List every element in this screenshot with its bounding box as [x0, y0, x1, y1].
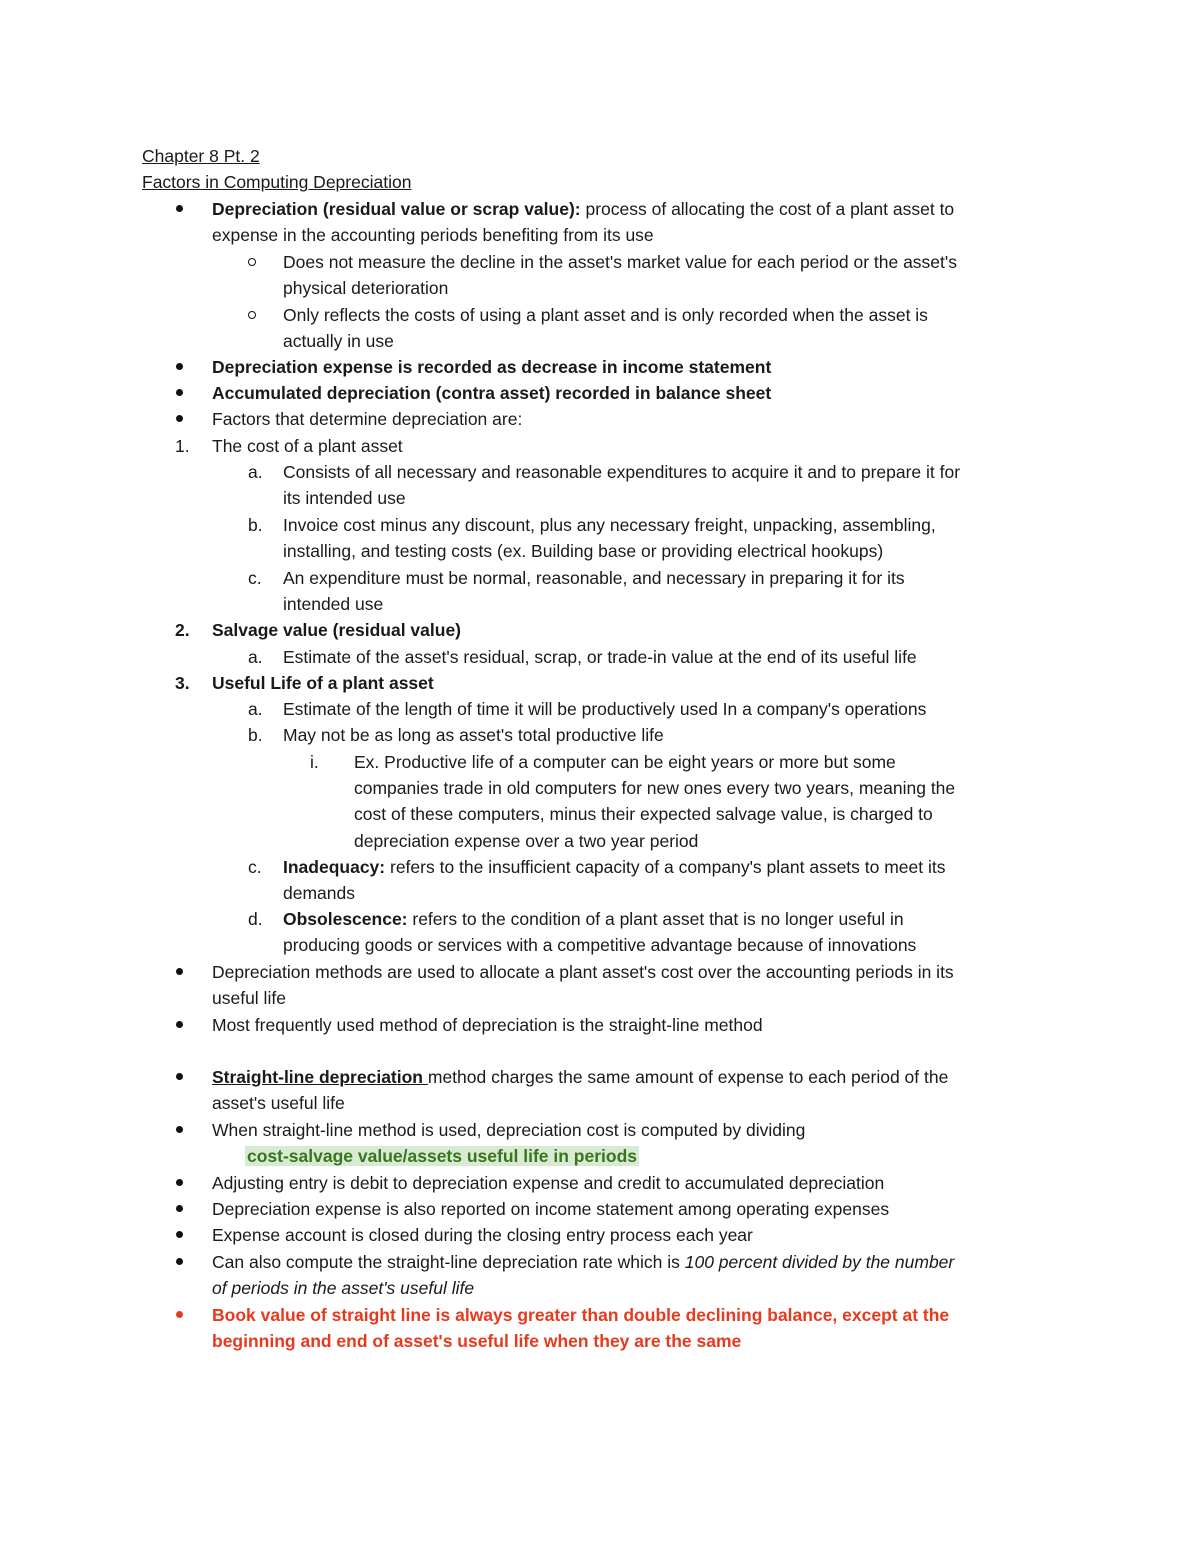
list-item: Expense account is closed during the closing entry process each year — [212, 1225, 753, 1245]
roman-item: Ex. Productive life of a computer can be eight years or more but some — [354, 752, 896, 772]
list-item: Factors that determine depreciation are: — [212, 409, 523, 429]
list-item: Depreciation expense is recorded as decrease in income statement — [212, 357, 772, 377]
bullet-icon — [176, 1205, 183, 1212]
list-letter: b. — [248, 515, 263, 535]
page-title: Chapter 8 Pt. 2 — [142, 146, 260, 166]
list-letter: c. — [248, 568, 262, 588]
sub-list-item-continuation: actually in use — [283, 331, 394, 351]
lettered-item: An expenditure must be normal, reasonable, and necessary in preparing it for its — [283, 568, 905, 588]
bullet-icon — [176, 1258, 183, 1265]
sub-list-item-continuation: physical deterioration — [283, 278, 449, 298]
lettered-item: Estimate of the length of time it will be productively used In a company's operations — [283, 699, 927, 719]
list-letter: d. — [248, 909, 263, 929]
list-item-continuation: useful life — [212, 988, 286, 1008]
lettered-item: Invoice cost minus any discount, plus any necessary freight, unpacking, assembling, — [283, 515, 936, 535]
list-item: Accumulated depreciation (contra asset) recorded in balance sheet — [212, 383, 772, 403]
list-item: Most frequently used method of depreciation is the straight-line method — [212, 1015, 763, 1035]
lettered-item-continuation: intended use — [283, 594, 384, 614]
list-number: 2. — [175, 620, 190, 640]
bullet-icon — [176, 205, 183, 212]
lettered-item: Consists of all necessary and reasonable expenditures to acquire it and to prepare it for — [283, 462, 961, 482]
bullet-icon — [176, 1231, 183, 1238]
page-subtitle: Factors in Computing Depreciation — [142, 172, 412, 192]
numbered-item: Salvage value (residual value) — [212, 620, 462, 640]
bullet-icon — [176, 1311, 183, 1318]
list-item-continuation: expense in the accounting periods benefiting from its use — [212, 225, 654, 245]
list-item: When straight-line method is used, depreciation cost is computed by dividing — [212, 1120, 806, 1140]
lettered-item-continuation: its intended use — [283, 488, 406, 508]
lettered-item-continuation: demands — [283, 883, 355, 903]
roman-item-continuation: depreciation expense over a two year period — [354, 831, 699, 851]
list-item: Adjusting entry is debit to depreciation expense and credit to accumulated depreciation — [212, 1173, 885, 1193]
bullet-icon — [176, 968, 183, 975]
list-letter: a. — [248, 647, 263, 667]
list-number: 1. — [175, 436, 190, 456]
lettered-item: Estimate of the asset's residual, scrap, or trade-in value at the end of its useful life — [283, 647, 917, 667]
bullet-icon — [176, 415, 183, 422]
list-letter: a. — [248, 699, 263, 719]
list-item: Depreciation expense is also reported on income statement among operating expenses — [212, 1199, 890, 1219]
lettered-item: Obsolescence: refers to the condition of a plant asset that is no longer useful in — [283, 909, 904, 929]
lettered-item: May not be as long as asset's total productive life — [283, 725, 664, 745]
list-number: 3. — [175, 673, 190, 693]
sub-bullet-icon — [248, 258, 256, 266]
numbered-item: Useful Life of a plant asset — [212, 673, 434, 693]
numbered-item: The cost of a plant asset — [212, 436, 403, 456]
sub-list-item: Does not measure the decline in the asset's market value for each period or the asset's — [283, 252, 957, 272]
list-item: Can also compute the straight-line depreciation rate which is 100 percent divided by the number — [212, 1252, 955, 1272]
lettered-item-continuation: producing goods or services with a competitive advantage because of innovations — [283, 935, 917, 955]
lettered-item-continuation: installing, and testing costs (ex. Building base or providing electrical hookups) — [283, 541, 884, 561]
sub-list-item: Only reflects the costs of using a plant asset and is only recorded when the asset is — [283, 305, 928, 325]
list-item-continuation: beginning and end of asset's useful life when they are the same — [212, 1331, 742, 1351]
roman-item-continuation: cost of these computers, minus their expected salvage value, is charged to — [354, 804, 933, 824]
bullet-icon — [176, 363, 183, 370]
list-item: Depreciation (residual value or scrap value): process of allocating the cost of a plant asset to — [212, 199, 955, 219]
list-letter: c. — [248, 857, 262, 877]
bullet-icon — [176, 1021, 183, 1028]
bullet-icon — [176, 389, 183, 396]
list-roman: i. — [310, 752, 319, 772]
list-item: Depreciation methods are used to allocate a plant asset's cost over the accounting periods in its — [212, 962, 954, 982]
list-letter: b. — [248, 725, 263, 745]
list-item-continuation: asset's useful life — [212, 1093, 345, 1113]
sub-bullet-icon — [248, 311, 256, 319]
roman-item-continuation: companies trade in old computers for new ones every two years, meaning the — [354, 778, 956, 798]
list-letter: a. — [248, 462, 263, 482]
bullet-icon — [176, 1073, 183, 1080]
formula-highlight: cost-salvage value/assets useful life in periods — [247, 1146, 638, 1166]
bullet-icon — [176, 1179, 183, 1186]
bullet-icon — [176, 1126, 183, 1133]
list-item: Straight-line depreciation method charges the same amount of expense to each period of the — [212, 1067, 949, 1087]
list-item-emphasis: Book value of straight line is always greater than double declining balance, except at the — [212, 1305, 950, 1325]
lettered-item: Inadequacy: refers to the insufficient capacity of a company's plant assets to meet its — [283, 857, 946, 877]
list-item-continuation: of periods in the asset's useful life — [212, 1278, 475, 1298]
